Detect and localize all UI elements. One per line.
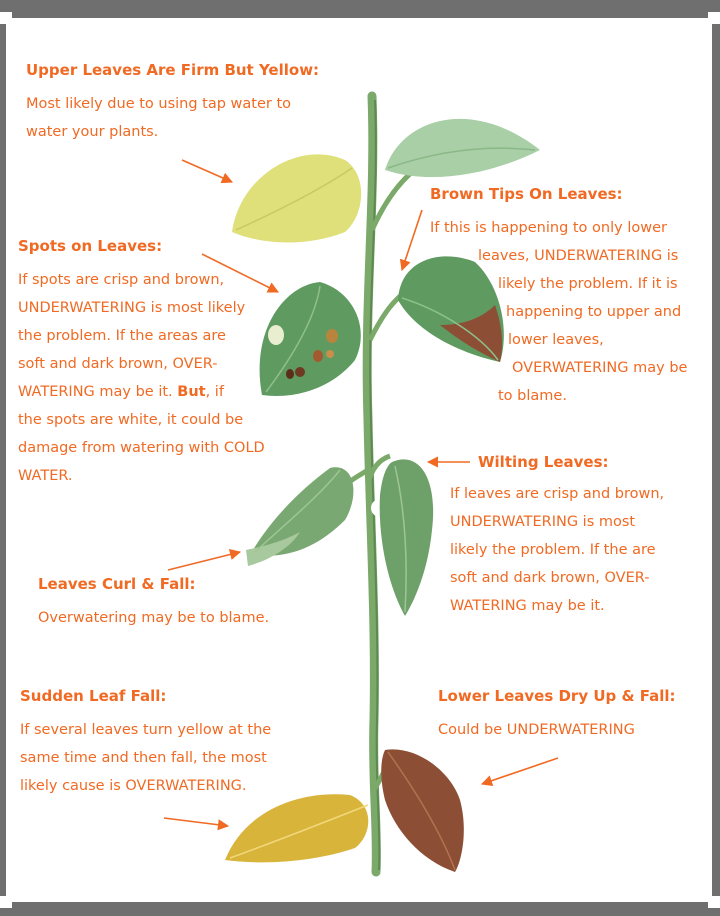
- arrow-lower-dry: [482, 758, 558, 784]
- annotation-wilting: [450, 480, 664, 620]
- annotation-spots: [18, 232, 265, 490]
- arrow-sudden: [164, 818, 228, 826]
- annotation-line: OVERWATERING may be: [512, 360, 688, 376]
- annotation-line: If leaves are crisp and brown,: [450, 486, 665, 502]
- annotation-title: Upper Leaves Are Firm But Yellow:: [26, 61, 320, 79]
- annotation-line: If spots are crisp and brown,: [18, 272, 225, 288]
- annotation-emphasis: But: [177, 384, 206, 400]
- annotation-text: , if: [205, 384, 224, 400]
- annotation-title: Lower Leaves Dry Up & Fall:: [438, 687, 676, 705]
- leaf-upper-yellow: [232, 154, 361, 242]
- annotation-line: to blame.: [498, 388, 567, 404]
- annotation-line: likely the problem. If the are: [450, 542, 656, 558]
- annotation-line: Most likely due to using tap water to: [26, 96, 292, 112]
- annotation-line: If this is happening to only lower: [430, 220, 667, 236]
- leaf-golden: [225, 794, 368, 862]
- annotation-line: WATER.: [18, 468, 73, 484]
- leaf-top-green: [385, 119, 540, 177]
- annotation-line: Could be UNDERWATERING: [438, 722, 635, 738]
- annotation-line: the spots are white, it could be: [18, 412, 244, 428]
- leaf-brown-dry: [381, 749, 464, 872]
- annotation-title: Wilting Leaves:: [478, 453, 609, 471]
- annotation-line: likely cause is OVERWATERING.: [20, 778, 247, 794]
- annotation-upper-yellow: [26, 56, 319, 146]
- annotation-curl: [38, 570, 269, 632]
- annotation-title: Brown Tips On Leaves:: [430, 185, 623, 203]
- annotation-line: water your plants.: [26, 124, 159, 140]
- annotation-line: likely the problem. If it is: [498, 276, 678, 292]
- annotation-brown-tips: [430, 180, 623, 208]
- annotation-line: If several leaves turn yellow at the: [20, 722, 272, 738]
- annotation-line: UNDERWATERING is most likely: [18, 300, 246, 316]
- annotation-line: the problem. If the areas are: [18, 328, 226, 344]
- leaf-spotted: [260, 282, 361, 396]
- annotation-line: lower leaves,: [508, 332, 604, 348]
- arrow-curl: [168, 552, 240, 570]
- leaf-wilting: [380, 459, 433, 616]
- annotation-line: soft and dark brown, OVER-: [450, 570, 650, 586]
- arrow-upper-yellow: [182, 160, 232, 182]
- annotation-line: Overwatering may be to blame.: [38, 610, 270, 626]
- annotation-title: Leaves Curl & Fall:: [38, 575, 196, 593]
- annotation-line: happening to upper and: [506, 304, 682, 320]
- annotation-title: Spots on Leaves:: [18, 237, 163, 255]
- annotation-text: WATERING may be it.: [18, 384, 178, 400]
- annotation-sudden: [20, 682, 271, 800]
- annotation-wilting-title: [478, 448, 609, 476]
- annotation-brown-tips-body: [430, 214, 687, 410]
- annotation-line: damage from watering with COLD: [18, 440, 265, 456]
- annotation-lower-dry: [438, 682, 676, 744]
- annotation-line: WATERING may be it.: [450, 598, 605, 614]
- annotation-title: Sudden Leaf Fall:: [20, 687, 167, 705]
- annotation-line: leaves, UNDERWATERING is: [478, 248, 679, 264]
- arrow-brown-tips: [402, 210, 422, 270]
- annotation-line: same time and then fall, the most: [20, 750, 267, 766]
- annotation-line-mixed: [18, 378, 265, 406]
- annotation-line: UNDERWATERING is most: [450, 514, 636, 530]
- annotation-line: soft and dark brown, OVER-: [18, 356, 218, 372]
